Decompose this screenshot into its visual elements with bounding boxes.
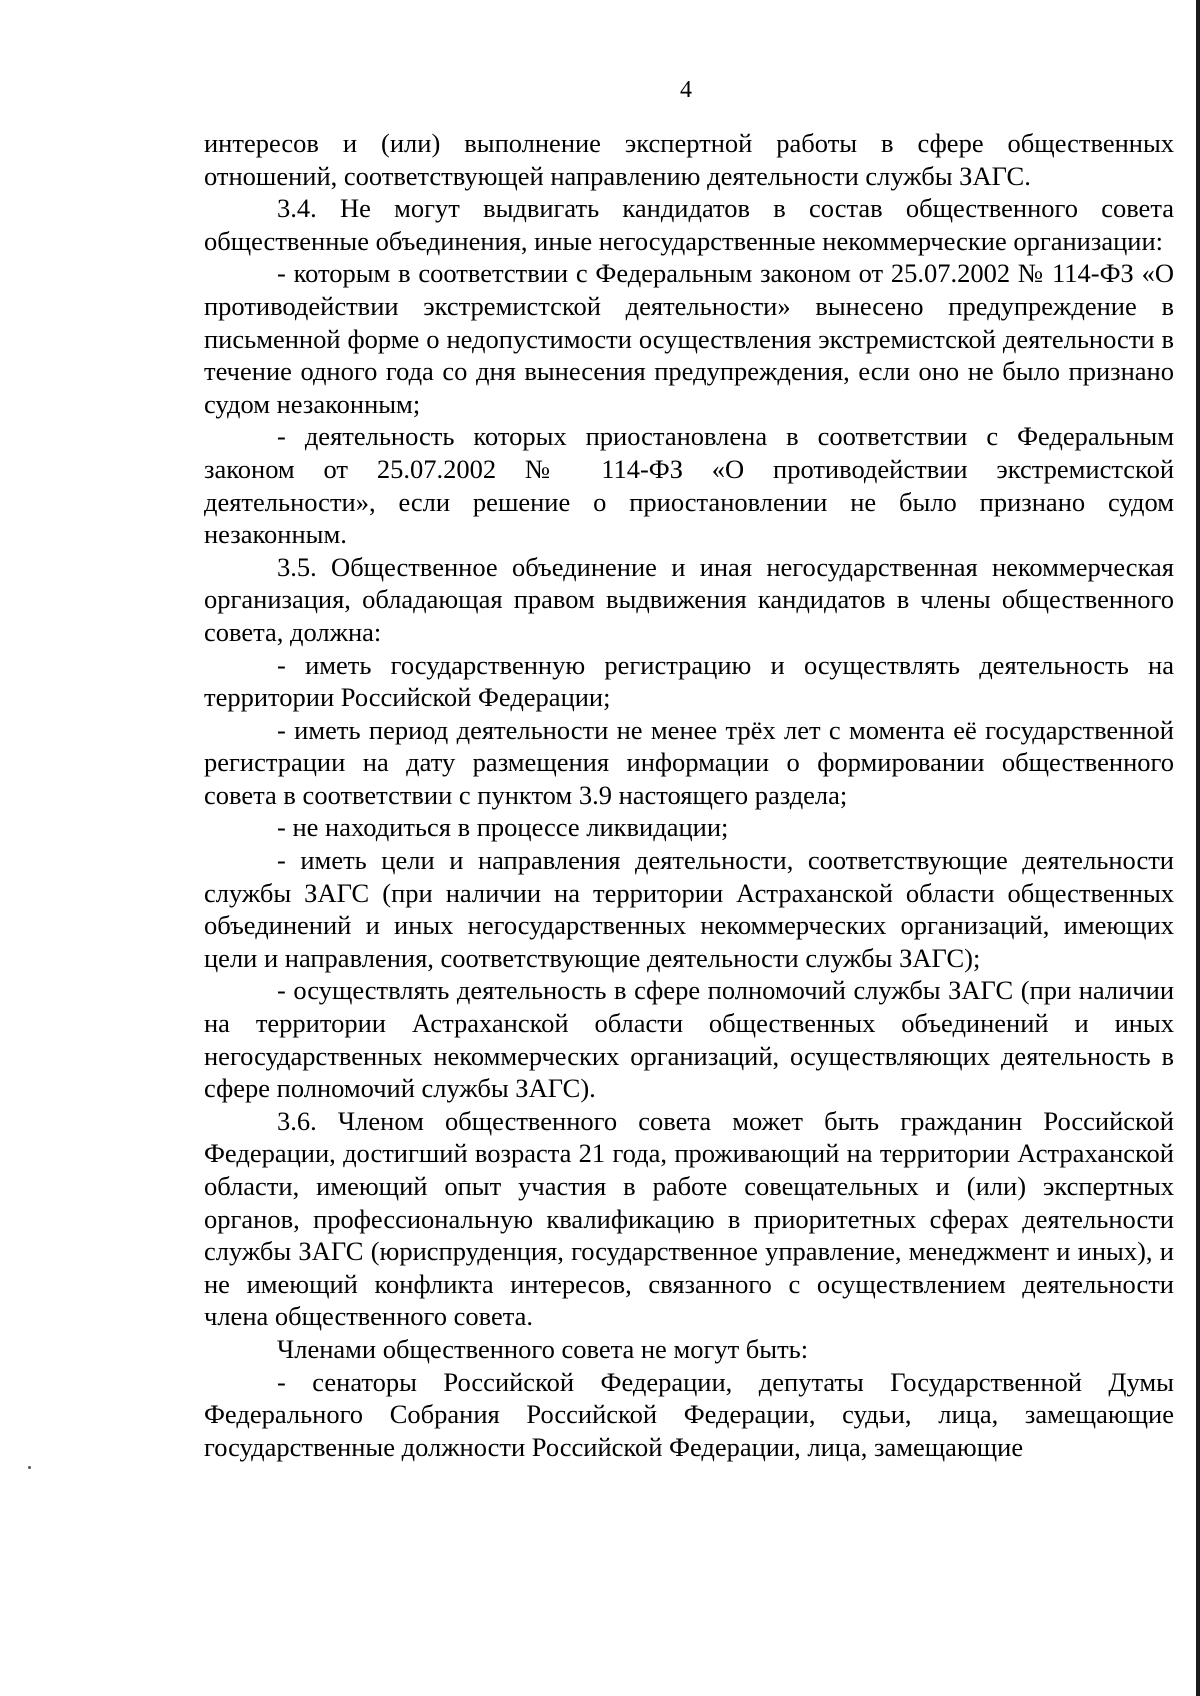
paragraph: 3.4. Не могут выдвигать кандидатов в состав общественного совета общественные объединения, иные негосударственные некоммерческие организации: [204, 193, 1174, 256]
list-item: - сенаторы Российской Федерации, депутаты Государственной Думы Федерального Собрания Российской Федерации, судьи, лица, замещающие государственные должности Российской Федерации, лица, замещающие [204, 1366, 1174, 1462]
list-item: - иметь государственную регистрацию и осуществлять деятельность на территории Российской Федерации; [204, 649, 1174, 713]
page-edge [1196, 0, 1200, 1696]
paragraph: 3.6. Членом общественного совета может быть гражданин Российской Федерации, достигший возраста 21 года, проживающий на территории Астраханской области, имеющий опыт участия в работе совещательных и (или) экспертных органов, профессиональную квалификацию в приоритетных сферах деятельности службы ЗАГС (юриспруденция, государственное управление, менеджмент и иных), и не имеющий конфликта интересов, связанного с осуществлением деятельности члена общественного совета. [204, 1105, 1174, 1332]
list-item: - которым в соответствии с Федеральным законом от 25.07.2002 № 114-ФЗ «О противодействии экстремистской деятельности» вынесено предупреждение в письменной форме о недопустимости осуществления экстремистской деятельности в течение одного года со дня вынесения предупреждения, если оно не было признано судом незаконным; [204, 258, 1174, 419]
paragraph: интересов и (или) выполнение экспертной работы в сфере общественных отношений, соответствующей направлению деятельности службы ЗАГС. [204, 128, 1174, 191]
document-body [204, 127, 1174, 1463]
list-item: - не находиться в процессе ликвидации; [277, 812, 729, 843]
list-item: - осуществлять деятельность в сфере полномочий службы ЗАГС (при наличии на территории Астраханской области общественных объединений и иных негосударственных некоммерческих организаций, осуществляющих деятельность в сфере полномочий службы ЗАГС). [204, 975, 1174, 1104]
paragraph: 3.5. Общественное объединение и иная негосударственная некоммерческая организация, обладающая правом выдвижения кандидатов в члены общественного совета, должна: [204, 551, 1174, 647]
paragraph: Членами общественного совета не могут быть: [277, 1333, 809, 1364]
list-item: - иметь цели и направления деятельности, соответствующие деятельности службы ЗАГС (при наличии на территории Астраханской области общественных объединений и иных негосударственных некоммерческих организаций, имеющих цели и направления, соответствующие деятельности службы ЗАГС); [204, 845, 1174, 973]
page-number: 4 [680, 77, 692, 103]
list-item: - деятельность которых приостановлена в соответствии с Федеральным законом от 25.07.2002 № 114-ФЗ «О противодействии экстремистской деятельности», если решение о приостановлении не было признано судом незаконным. [204, 421, 1174, 550]
scan-artifact [28, 1466, 31, 1469]
list-item: - иметь период деятельности не менее трёх лет с момента её государственной регистрации на дату размещения информации о формировании общественного совета в соответствии с пунктом 3.9 настоящего раздела; [204, 714, 1174, 810]
